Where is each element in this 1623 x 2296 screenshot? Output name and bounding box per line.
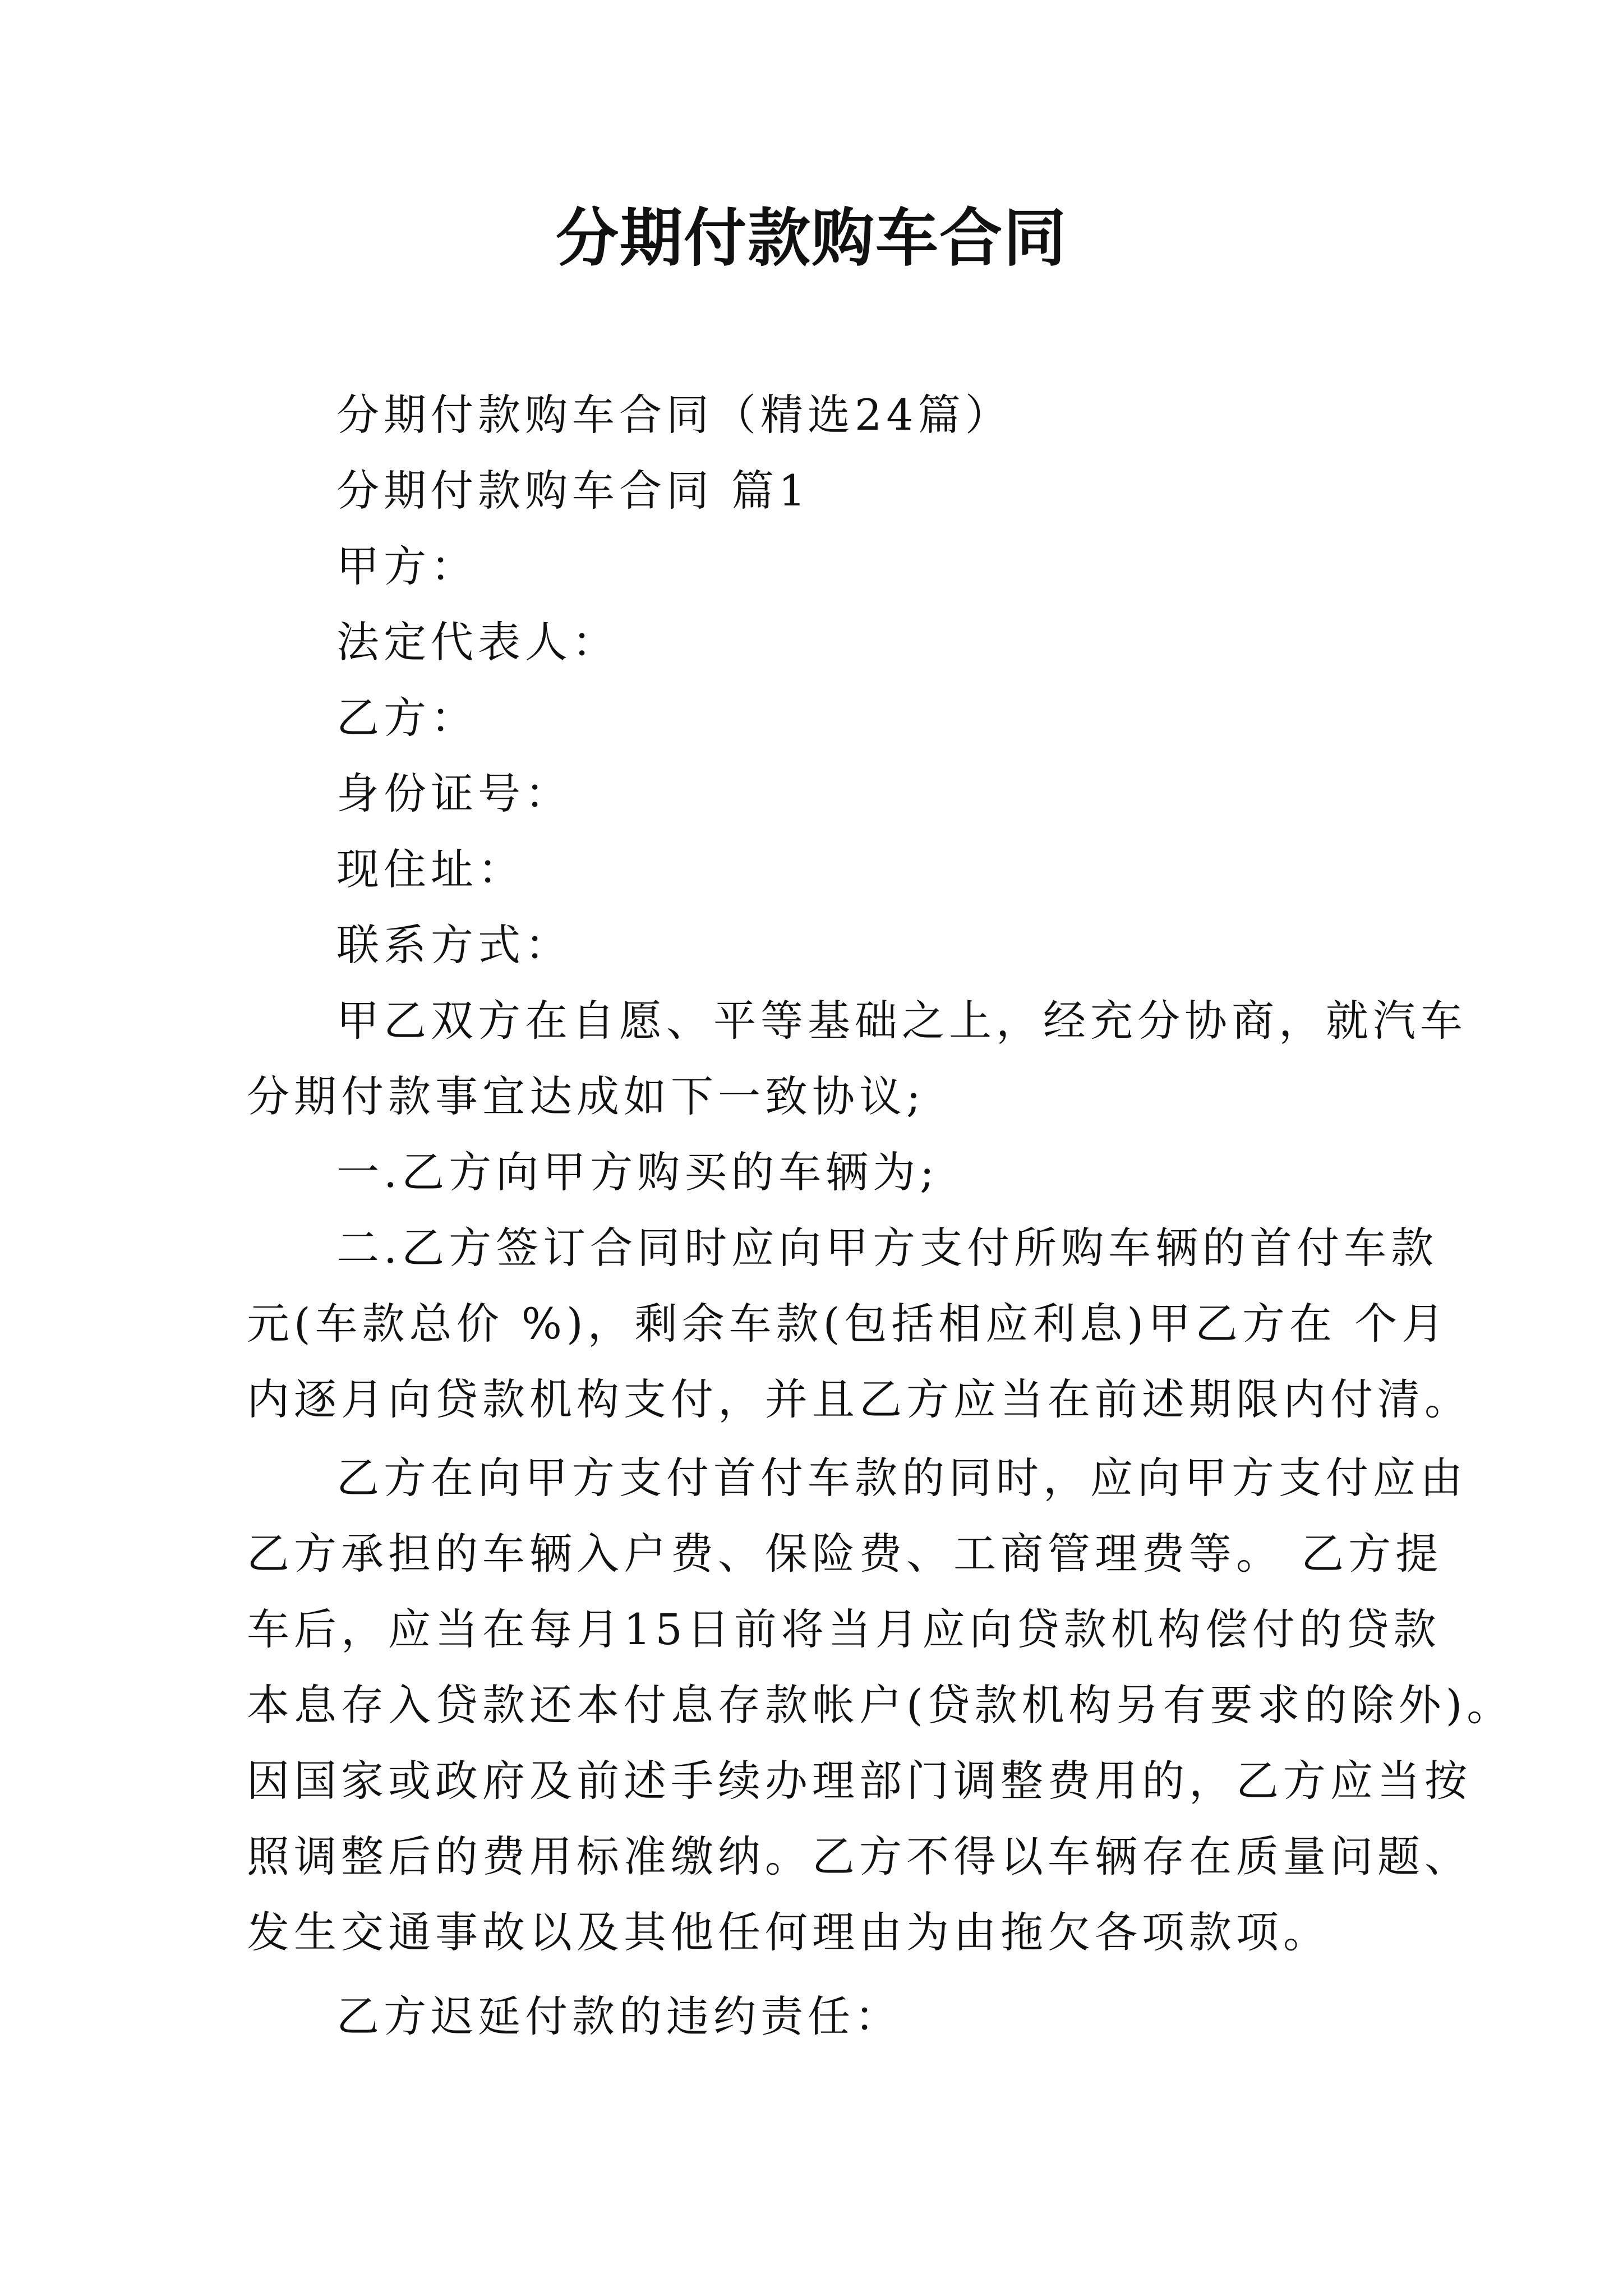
doc-line-clause-1: 一.乙方向甲方购买的车辆为; <box>336 1147 939 1197</box>
doc-line-payment-paragraph: 照调整后的费用标准缴纳。乙方不得以车辆存在质量问题、 <box>247 1832 1472 1881</box>
doc-line-preamble: 分期付款事宜达成如下一致协议; <box>247 1071 925 1121</box>
doc-line-clause-2: 内逐月向贷款机构支付，并且乙方应当在前述期限内付清。 <box>247 1374 1472 1424</box>
doc-line-payment-paragraph: 乙方在向甲方支付首付车款的同时，应向甲方支付应由 <box>336 1453 1467 1503</box>
doc-line-contact: 联系方式： <box>336 920 572 970</box>
doc-line-payment-paragraph: 本息存入贷款还本付息存款帐户(贷款机构另有要求的除外)。 <box>247 1680 1514 1730</box>
doc-line-clause-2: 元(车款总价 %)，剩余车款(包括相应利息)甲乙方在 个月 <box>247 1299 1449 1349</box>
doc-line-clause-2: 二.乙方签订合同时应向甲方支付所购车辆的首付车款 <box>336 1223 1438 1273</box>
doc-line-address: 现住址： <box>336 844 525 894</box>
doc-line-payment-paragraph: 因国家或政府及前述手续办理部门调整费用的，乙方应当按 <box>247 1756 1472 1806</box>
doc-line-party-b: 乙方： <box>336 693 478 743</box>
doc-line-preamble: 甲乙双方在自愿、平等基础之上，经充分协商，就汽车 <box>336 996 1467 1046</box>
doc-line-payment-paragraph: 乙方承担的车辆入户费、保险费、工商管理费等。 乙方提 <box>247 1529 1443 1579</box>
doc-line-id-number: 身份证号： <box>336 769 572 818</box>
doc-line-collection-heading: 分期付款购车合同（精选24篇） <box>336 390 1012 440</box>
doc-line-default-liability: 乙方迟延付款的违约责任： <box>336 1991 902 2041</box>
doc-line-legal-rep: 法定代表人： <box>336 617 619 667</box>
doc-line-party-a: 甲方： <box>336 541 478 591</box>
document-title: 分期付款购车合同 <box>556 201 1067 275</box>
doc-line-article-heading: 分期付款购车合同 篇1 <box>336 466 810 516</box>
doc-line-payment-paragraph: 发生交通事故以及其他任何理由为由拖欠各项款项。 <box>247 1907 1330 1957</box>
doc-line-payment-paragraph: 车后，应当在每月15日前将当月应向贷款机构偿付的贷款 <box>247 1604 1441 1654</box>
